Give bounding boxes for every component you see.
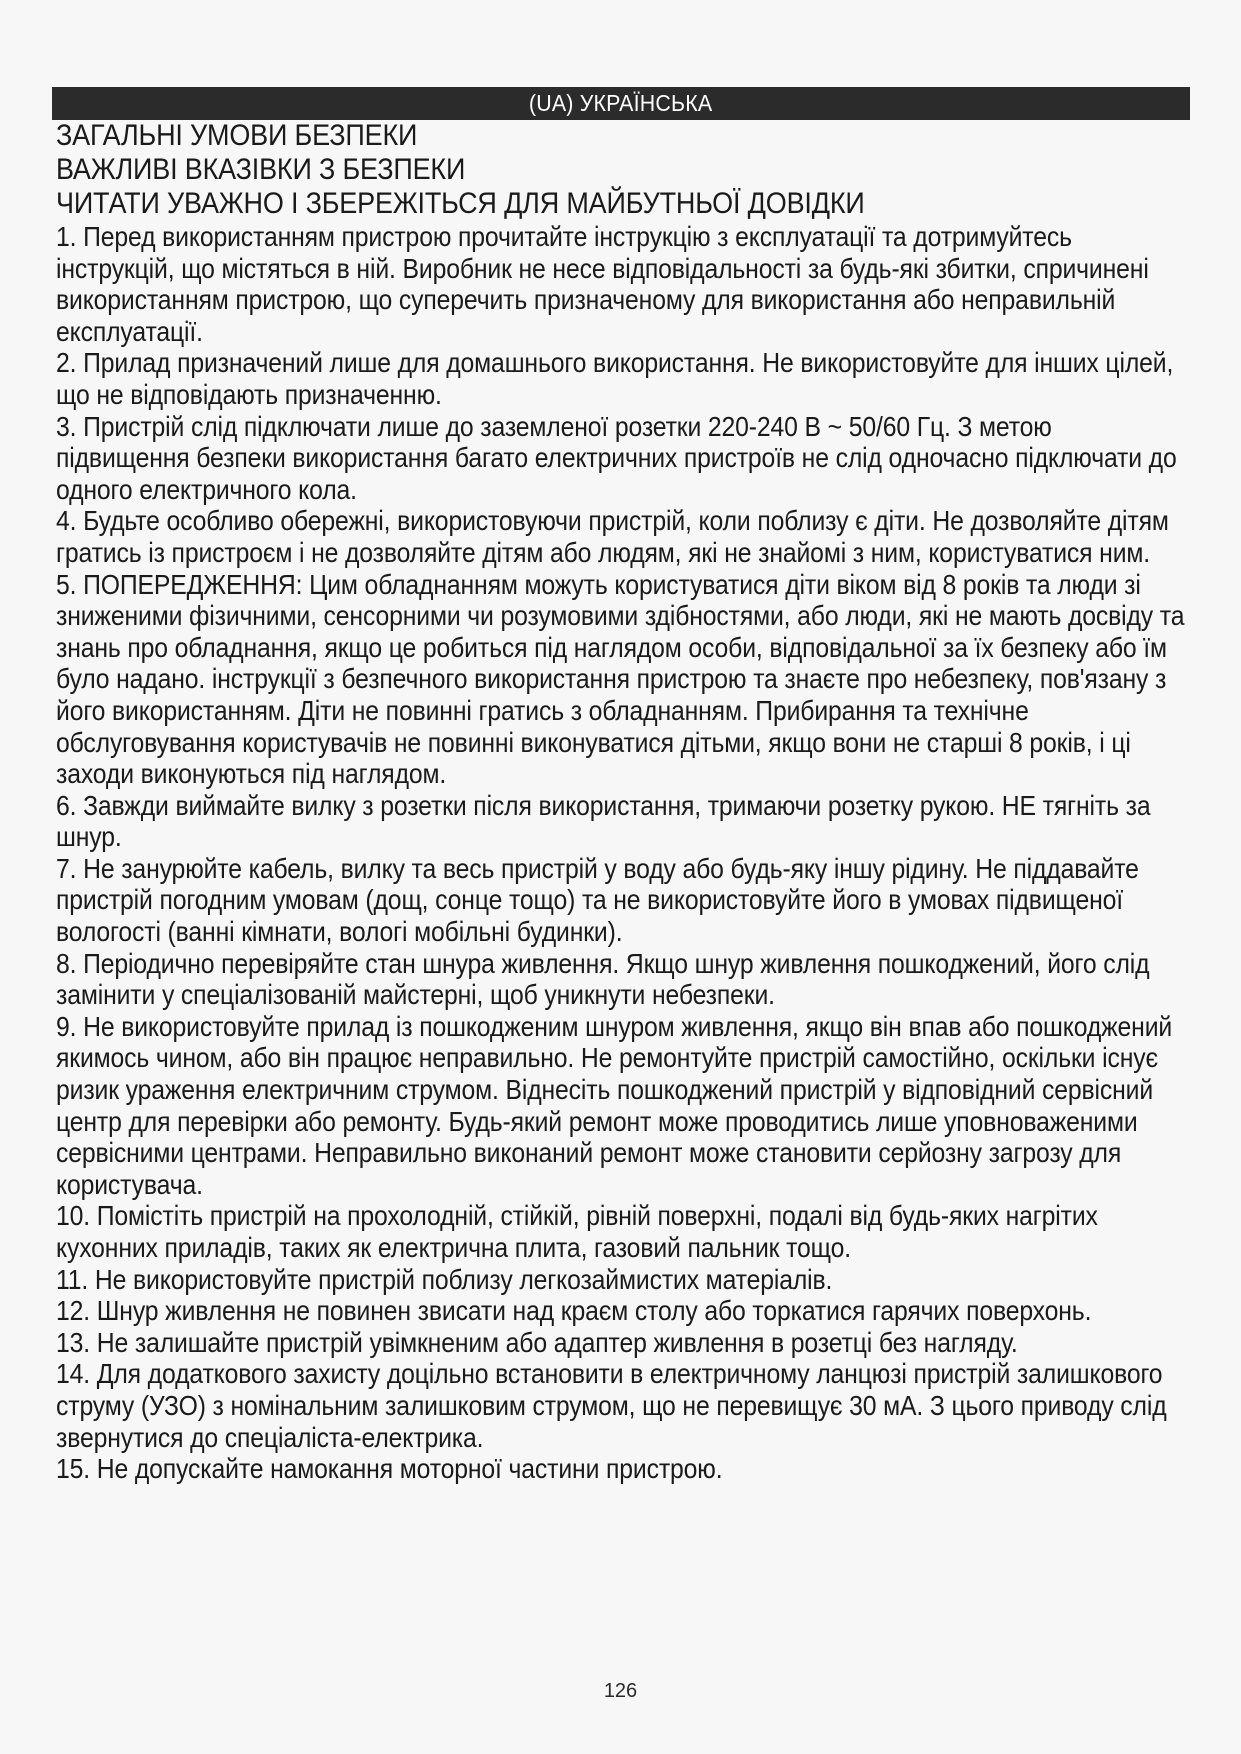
safety-item-15: 15. Не допускайте намокання моторної частини пристрою. xyxy=(56,1453,723,1485)
safety-instructions-content xyxy=(56,119,1192,1485)
safety-item-8: 8. Періодично перевіряйте стан шнура живлення. Якщо шнур живлення пошкоджений, його слід замінити у спеціалізованій майстерні, щоб уникнути небезпеки. xyxy=(56,947,1150,1011)
page-number: 126 xyxy=(603,1680,638,1702)
safety-item-12: 12. Шнур живлення не повинен звисати над краєм столу або торкатися гарячих поверхонь. xyxy=(56,1295,1092,1327)
section-title-read-carefully: ЧИТАТИ УВАЖНО І ЗБЕРЕЖІТЬСЯ ДЛЯ МАЙБУТНЬОЇ ДОВІДКИ xyxy=(56,187,865,220)
language-header-bar xyxy=(52,87,1190,120)
safety-item-10: 10. Помістіть пристрій на прохолодній, стійкій, рівній поверхні, подалі від будь-яких нагрітих кухонних приладів, таких як електрична плита, газовий пальник тощо. xyxy=(56,1200,1098,1263)
safety-item-6: 6. Завжди виймайте вилку з розетки після використання, тримаючи розетку рукою. НЕ тягніть за шнур. xyxy=(56,789,1151,853)
safety-item-14: 14. Для додаткового захисту доцільно встановити в електричному ланцюзі пристрій залишкового струму (УЗО) з номінальним залишковим струмом, що не перевищує 30 мА. З цього приводу слід звернутися до спеціаліста-електрика. xyxy=(56,1358,1167,1453)
safety-item-1: 1. Перед використанням пристрою прочитайте інструкцію з експлуатації та дотримуйтесь інструкцій, що містяться в ній. Виробник не несе відповідальності за будь-які збитки, спричинені використанням пристрою, що суперечить призначеному для використання або неправильній експлуатації. xyxy=(56,221,1149,347)
safety-item-11: 11. Не використовуйте пристрій поблизу легкозаймистих матеріалів. xyxy=(56,1263,833,1295)
safety-item-2: 2. Прилад призначений лише для домашнього використання. Не використовуйте для інших цілей, що не відповідають призначенню. xyxy=(56,347,1174,410)
language-header-label: (UA) УКРАЇНСЬКА xyxy=(529,90,713,116)
safety-item-7: 7. Не занурюйте кабель, вилку та весь пристрій у воду або будь-яку іншу рідину. Не піддавайте пристрій погодним умовам (дощ, сонце тощо) та не використовуйте його в умовах підвищеної вологості (ванні кімнати, вологі мобільні будинки). xyxy=(56,852,1139,948)
safety-item-3: 3. Пристрій слід підключати лише до заземленої розетки 220-240 В ~ 50/60 Гц. З метою підвищення безпеки використання багато електричних пристроїв не слід одночасно підключати до одного електричного кола. xyxy=(56,410,1177,505)
safety-item-13: 13. Не залишайте пристрій увімкненим або адаптер живлення в розетці без нагляду. xyxy=(56,1326,1018,1358)
section-title-general-safety: ЗАГАЛЬНІ УМОВИ БЕЗПЕКИ xyxy=(56,119,418,152)
safety-item-4: 4. Будьте особливо обережні, використовуючи пристрій, коли поблизу є діти. Не дозволяйте дітям гратись із пристроєм і не дозволяйте дітям або людям, які не знайомі з ним, користуватися ним. xyxy=(56,505,1169,568)
section-title-important-safety: ВАЖЛИВІ ВКАЗІВКИ З БЕЗПЕКИ xyxy=(56,153,466,186)
safety-item-5: 5. ПОПЕРЕДЖЕННЯ: Цим обладнанням можуть користуватися діти віком від 8 років та люди зі зниженими фізичними, сенсорними чи розумовими здібностями, або люди, які не мають досвіду та знань про обладнання, якщо це робиться під наглядом особи, відповідальної за їх безпеку або їм було надано. інструкції з безпечного використання пристрою та знаєте про небезпеку, пов'язану з його використанням. Діти не повинні гратись з обладнанням. Прибирання та технічне обслуговування користувачів не повинні виконуватися дітьми, якщо вони не старші 8 років, і ці заходи виконуються під наглядом. xyxy=(56,568,1185,790)
safety-item-9: 9. Не використовуйте прилад із пошкодженим шнуром живлення, якщо він впав або пошкоджений якимось чином, або він працює неправильно. Не ремонтуйте пристрій самостійно, оскільки існує ризик ураження електричним струмом. Віднесіть пошкоджений пристрій у відповідний сервісний центр для перевірки або ремонту. Будь-який ремонт може проводитись лише уповноваженими сервісними центрами. Неправильно виконаний ремонт може становити серйозну загрозу для користувача. xyxy=(56,1010,1173,1200)
